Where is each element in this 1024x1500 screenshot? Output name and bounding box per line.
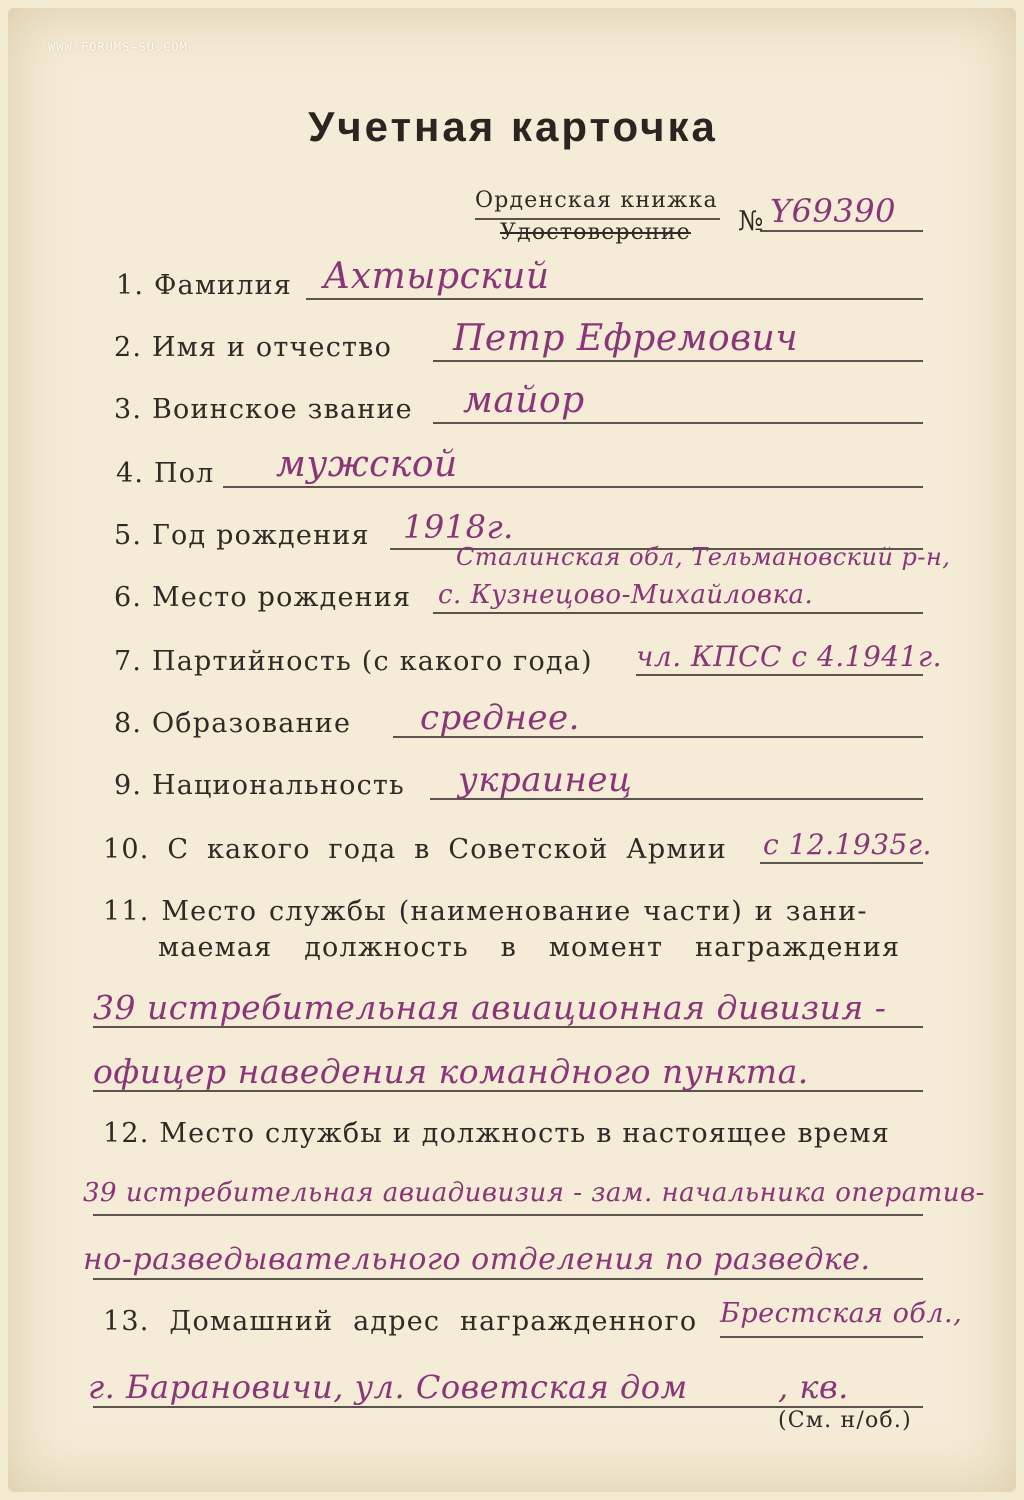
field-label-8: 8. Образование <box>114 708 352 739</box>
underline <box>433 422 923 424</box>
underline <box>93 1278 923 1280</box>
field-value-12a: 39 истребительная авиадивизия - зам. начальника оператив- <box>83 1178 985 1208</box>
certificate-label: Удостоверение <box>500 220 691 245</box>
field-label-11b: маемая должность в момент награждения <box>158 932 901 963</box>
field-label-11a: 11. Место службы (наименование части) и зани- <box>103 896 868 927</box>
watermark: WWW.FORUMS-SU.COM <box>48 40 188 54</box>
underline <box>93 1090 923 1092</box>
field-value-5: 1918г. <box>403 508 514 546</box>
underline <box>393 736 923 738</box>
number-value: Y69390 <box>770 192 896 230</box>
field-label-1: 1. Фамилия <box>116 270 293 301</box>
order-book-label: Орденская книжка <box>475 188 718 213</box>
field-label-7: 7. Партийность (с какого года) <box>114 646 593 677</box>
underline <box>760 862 923 864</box>
number-label: № <box>738 206 765 237</box>
field-label-5: 5. Год рождения <box>114 520 370 551</box>
field-value-13a: Брестская обл., <box>720 1298 963 1329</box>
field-value-12b: но-разведывательного отделения по разведке. <box>83 1242 871 1277</box>
field-value-4: мужской <box>276 444 458 485</box>
footer-note: (См. н/об.) <box>778 1408 912 1433</box>
field-value-10: с 12.1935г. <box>763 828 932 861</box>
record-card <box>8 8 1016 1492</box>
field-value-11b: офицер наведения командного пункта. <box>93 1052 809 1091</box>
field-value-3: майор <box>463 380 585 421</box>
underline <box>93 1026 923 1028</box>
underline <box>760 230 923 232</box>
field-value-8: среднее. <box>420 698 580 738</box>
underline <box>306 298 923 300</box>
field-value-13b: г. Барановичи, ул. Советская дом <box>88 1368 688 1406</box>
field-value-6a: Сталинская обл, Тельмановский р-н, <box>456 543 951 571</box>
field-label-6: 6. Место рождения <box>114 582 412 613</box>
field-value-11a: 39 истребительная авиационная дивизия - <box>93 988 887 1027</box>
field-value-9: украинец <box>458 760 633 800</box>
field-value-7: чл. КПСС с 4.1941г. <box>636 640 942 673</box>
underline <box>433 612 923 614</box>
underline <box>93 1214 923 1216</box>
field-label-12: 12. Место службы и должность в настоящее время <box>103 1118 890 1149</box>
field-label-10: 10. С какого года в Советской Армии <box>103 834 727 865</box>
underline <box>223 486 923 488</box>
underline <box>430 798 923 800</box>
field-value-13c: , кв. <box>778 1368 849 1406</box>
field-label-13: 13. Домашний адрес награжденного <box>103 1306 698 1337</box>
field-value-2: Петр Ефремович <box>453 318 799 359</box>
underline <box>636 674 923 676</box>
field-label-2: 2. Имя и отчество <box>114 332 393 363</box>
underline <box>720 1336 923 1338</box>
field-label-4: 4. Пол <box>116 458 215 489</box>
field-label-9: 9. Национальность <box>114 770 405 801</box>
underline <box>433 360 923 362</box>
page-title: Учетная карточка <box>308 103 718 150</box>
field-value-6b: с. Кузнецово-Михайловка. <box>438 580 814 610</box>
field-label-3: 3. Воинское звание <box>114 394 413 425</box>
field-value-1: Ахтырский <box>323 256 550 297</box>
